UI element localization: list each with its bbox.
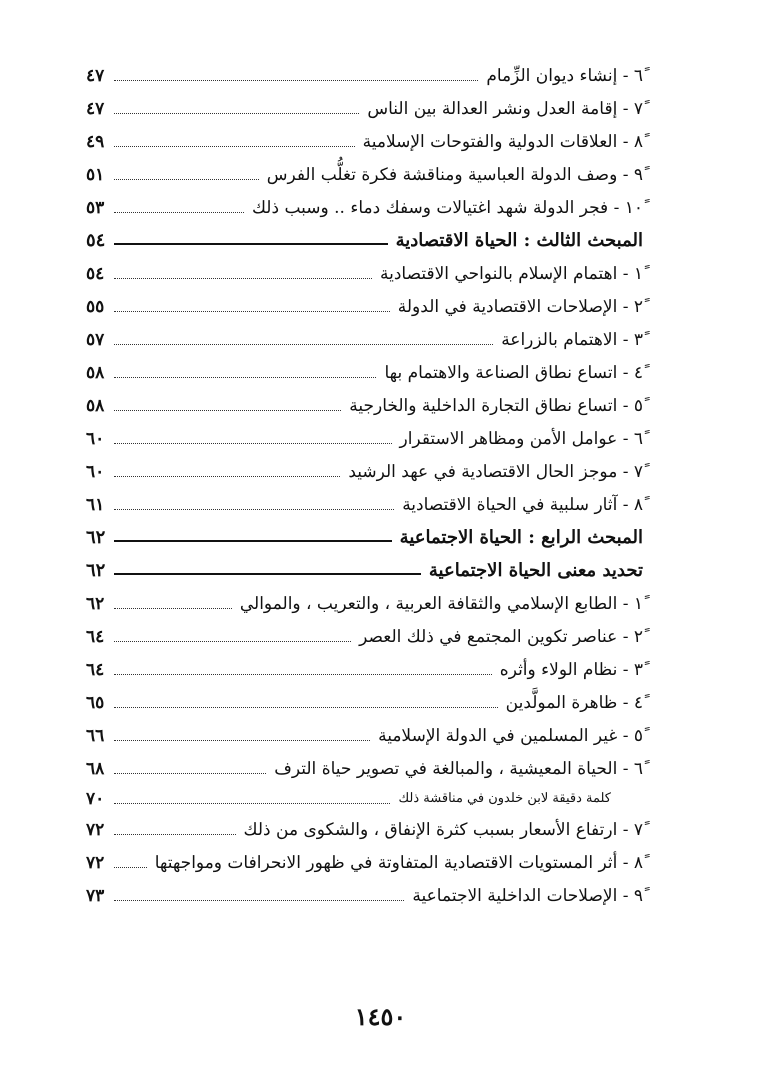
page-number: ٦٠	[86, 429, 105, 449]
entry-title: ١ً - اهتمام الإسلام بالنواحي الاقتصادية	[379, 264, 643, 284]
page-number: ٧٣	[86, 886, 105, 906]
subsection-heading	[86, 550, 643, 582]
toc-entry	[86, 649, 643, 681]
subsection-title: تحديد معنى الحياة الاجتماعية	[428, 560, 643, 581]
toc-entry	[86, 484, 643, 516]
toc-entry	[86, 88, 643, 120]
entry-title: ٧ً - ارتفاع الأسعار بسبب كثرة الإنفاق ، والشكوى من ذلك	[243, 820, 643, 840]
entry-title: ٩ً - وصف الدولة العباسية ومناقشة فكرة تغلُّب الفرس	[266, 165, 643, 185]
toc-entry	[86, 875, 643, 907]
toc-entry	[86, 286, 643, 318]
page-number: ٦٨	[86, 759, 105, 779]
section-title: المبحث الثالث : الحياة الاقتصادية	[395, 230, 643, 251]
toc-entry	[86, 451, 643, 483]
entry-title: ١ً - الطابع الإسلامي والثقافة العربية ، والتعريب ، والموالي	[239, 594, 643, 614]
page-number: ٥٤	[86, 230, 106, 251]
page-number: ٥٤	[86, 264, 105, 284]
dot-leader	[114, 443, 392, 444]
dot-leader	[114, 476, 340, 477]
entry-title: ٦ً - إنشاء ديوان الزِّمام	[486, 66, 643, 86]
entry-title: ٣ً - نظام الولاء وأثره	[499, 660, 643, 680]
entry-title: ٩ً - الإصلاحات الداخلية الاجتماعية	[412, 886, 643, 906]
dot-leader	[114, 641, 351, 642]
page-number: ٤٧	[86, 66, 105, 86]
solid-leader	[114, 573, 421, 575]
page-number: ٥٧	[86, 330, 105, 350]
dot-leader	[114, 344, 493, 345]
page-number: ٦١	[86, 495, 105, 515]
page-number: ٦٢	[86, 527, 106, 548]
toc-subentry	[86, 778, 611, 810]
page-number: ٧٢	[86, 853, 105, 873]
dot-leader	[114, 900, 404, 901]
dot-leader	[114, 707, 498, 708]
toc-entry	[86, 187, 643, 219]
entry-title: ٥ً - غير المسلمين في الدولة الإسلامية	[378, 726, 643, 746]
page-number: ٥٥	[86, 297, 105, 317]
section-title: المبحث الرابع : الحياة الاجتماعية	[399, 527, 643, 548]
page-number: ٥٨	[86, 363, 105, 383]
entry-title: ٨ً - أثر المستويات الاقتصادية المتفاوتة في ظهور الانحرافات ومواجهتها	[154, 853, 643, 873]
toc-entry	[86, 418, 643, 450]
entry-title: ٦ً - عوامل الأمن ومظاهر الاستقرار	[399, 429, 643, 449]
toc-entry	[86, 154, 643, 186]
dot-leader	[114, 608, 232, 609]
toc-entry	[86, 385, 643, 417]
entry-title: ٧ً - إقامة العدل ونشر العدالة بين الناس	[367, 99, 643, 119]
entry-title: ١٠ً - فجر الدولة شهد اغتيالات وسفك دماء .. وسبب ذلك	[251, 198, 643, 218]
entry-title: ٢ً - عناصر تكوين المجتمع في ذلك العصر	[359, 627, 643, 647]
entry-title: ٤ً - اتساع نطاق الصناعة والاهتمام بها	[384, 363, 643, 383]
toc-entry	[86, 748, 643, 780]
entry-title: ٢ً - الإصلاحات الاقتصادية في الدولة	[397, 297, 643, 317]
dot-leader	[114, 311, 390, 312]
entry-title: ٥ً - اتساع نطاق التجارة الداخلية والخارجية	[349, 396, 643, 416]
dot-leader	[114, 278, 372, 279]
page-number: ٦٠	[86, 462, 105, 482]
dot-leader	[114, 212, 244, 213]
section-heading	[86, 220, 643, 252]
toc-entry	[86, 253, 643, 285]
page-folio: ١٤٥٠	[354, 1002, 407, 1031]
solid-leader	[114, 243, 388, 245]
toc-entry	[86, 352, 643, 384]
entry-title: ٨ً - العلاقات الدولية والفتوحات الإسلامية	[362, 132, 643, 152]
toc-entry	[86, 682, 643, 714]
entry-title: ٧ً - موجز الحال الاقتصادية في عهد الرشيد	[348, 462, 643, 482]
dot-leader	[114, 773, 266, 774]
toc-entry	[86, 319, 643, 351]
page-number: ٦٦	[86, 726, 105, 746]
entry-title: ٤ً - ظاهرة المولَّدين	[505, 693, 643, 713]
page-number: ٥١	[86, 165, 105, 185]
page-number: ٤٧	[86, 99, 105, 119]
dot-leader	[114, 674, 492, 675]
page-number: ٧٠	[86, 789, 105, 809]
page-number: ٤٩	[86, 132, 105, 152]
entry-title: ٣ً - الاهتمام بالزراعة	[501, 330, 643, 350]
page-number: ٦٢	[86, 594, 105, 614]
entry-title: ٨ً - آثار سلبية في الحياة الاقتصادية	[402, 495, 643, 515]
toc-entry	[86, 715, 643, 747]
toc-entry	[86, 616, 643, 648]
toc-entry	[86, 121, 643, 153]
dot-leader	[114, 803, 390, 804]
dot-leader	[114, 179, 259, 180]
page-number: ٦٢	[86, 560, 106, 581]
dot-leader	[114, 377, 376, 378]
dot-leader	[114, 867, 147, 868]
page-number: ٥٨	[86, 396, 105, 416]
dot-leader	[114, 410, 341, 411]
dot-leader	[114, 509, 394, 510]
page-number: ٦٤	[86, 660, 105, 680]
toc-entry	[86, 809, 643, 841]
page-number: ٦٥	[86, 693, 105, 713]
section-heading	[86, 517, 643, 549]
dot-leader	[114, 113, 359, 114]
dot-leader	[114, 834, 236, 835]
solid-leader	[114, 540, 392, 542]
page-number: ٦٤	[86, 627, 105, 647]
dot-leader	[114, 146, 355, 147]
toc-entry	[86, 583, 643, 615]
page-number: ٧٢	[86, 820, 105, 840]
dot-leader	[114, 740, 370, 741]
entry-title: ٦ً - الحياة المعيشية ، والمبالغة في تصوير حياة الترف	[274, 759, 643, 779]
toc-entry	[86, 842, 643, 874]
page-number: ٥٣	[86, 198, 105, 218]
dot-leader	[114, 80, 478, 81]
entry-title: كلمة دقيقة لابن خلدون في مناقشة ذلك	[398, 791, 611, 806]
toc-entry	[86, 55, 643, 87]
